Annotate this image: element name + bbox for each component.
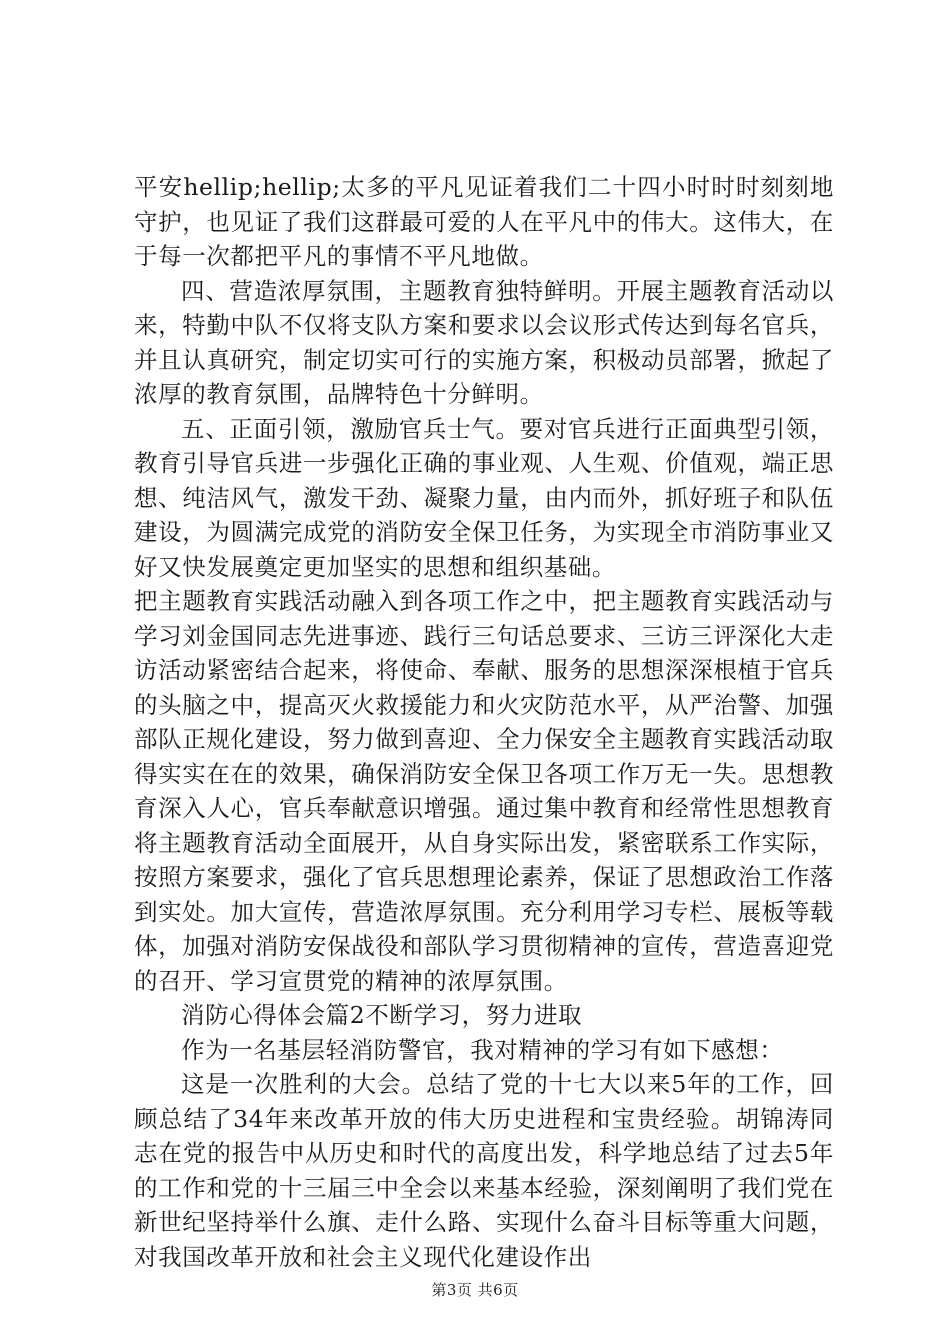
paragraph-section-four: 四、营造浓厚氛围，主题教育独特鲜明。开展主题教育活动以来，特勤中队不仅将支队方案和要求以会议形式传达到每名官兵，并且认真研究，制定切实可行的实施方案，积极动员部署，掀起了浓厚的教育氛围，品牌特色十分鲜明。 bbox=[134, 276, 834, 408]
paragraph-victorious-congress: 这是一次胜利的大会。总结了党的十七大以来5年的工作，回顾总结了34年来改革开放的伟大历史进程和宝贵经验。胡锦涛同志在党的报告中从历史和时代的高度出发，科学地总结了过去5年的工作和党的十三届三中全会以来基本经验，深刻阐明了我们党在新世纪坚持举什么旗、走什么路、实现什么奋斗目标等重大问题，对我国改革开放和社会主义现代化建设作出 bbox=[134, 1070, 834, 1271]
document-body bbox=[134, 170, 834, 1274]
page-number-footer: 第3页 共6页 bbox=[431, 1281, 519, 1299]
paragraph-continuation: 平安hellip;hellip;太多的平凡见证着我们二十四小时时时刻刻地守护，也见证了我们这群最可爱的人在平凡中的伟大。这伟大，在于每一次都把平凡的事情不平凡地做。 bbox=[134, 173, 834, 270]
article-heading-part-two: 消防心得体会篇2不断学习，努力进取 bbox=[181, 1001, 583, 1029]
paragraph-section-five: 五、正面引领，激励官兵士气。要对官兵进行正面典型引领，教育引导官兵进一步强化正确的事业观、人生观、价值观，端正思想、纯洁风气，激发干劲、凝聚力量，由内而外，抓好班子和队伍建设，为圆满完成党的消防安全保卫任务，为实现全市消防事业又好又快发展奠定更加坚实的思想和组织基础。 bbox=[134, 414, 834, 581]
paragraph-intro-feelings: 作为一名基层轻消防警官，我对精神的学习有如下感想： bbox=[181, 1035, 784, 1064]
paragraph-education-practice: 把主题教育实践活动融入到各项工作之中，把主题教育实践活动与学习刘金国同志先进事迹、践行三句话总要求、三访三评深化大走访活动紧密结合起来，将使命、奉献、服务的思想深深根植于官兵的头脑之中，提高灭火救援能力和火灾防范水平，从严治警、加强部队正规化建设，努力做到喜迎、全力保安全主题教育实践活动取得实实在在的效果，确保消防安全保卫各项工作万无一失。思想教育深入人心，官兵奉献意识增强。通过集中教育和经常性思想教育将主题教育活动全面展开，从自身实际出发，紧密联系工作实际，按照方案要求，强化了官兵思想理论素养，保证了思想政治工作落到实处。加大宣传，营造浓厚氛围。充分利用学习专栏、展板等载体，加强对消防安保战役和部队学习贯彻精神的宣传，营造喜迎党的召开、学习宣贯党的精神的浓厚氛围。 bbox=[134, 587, 834, 995]
